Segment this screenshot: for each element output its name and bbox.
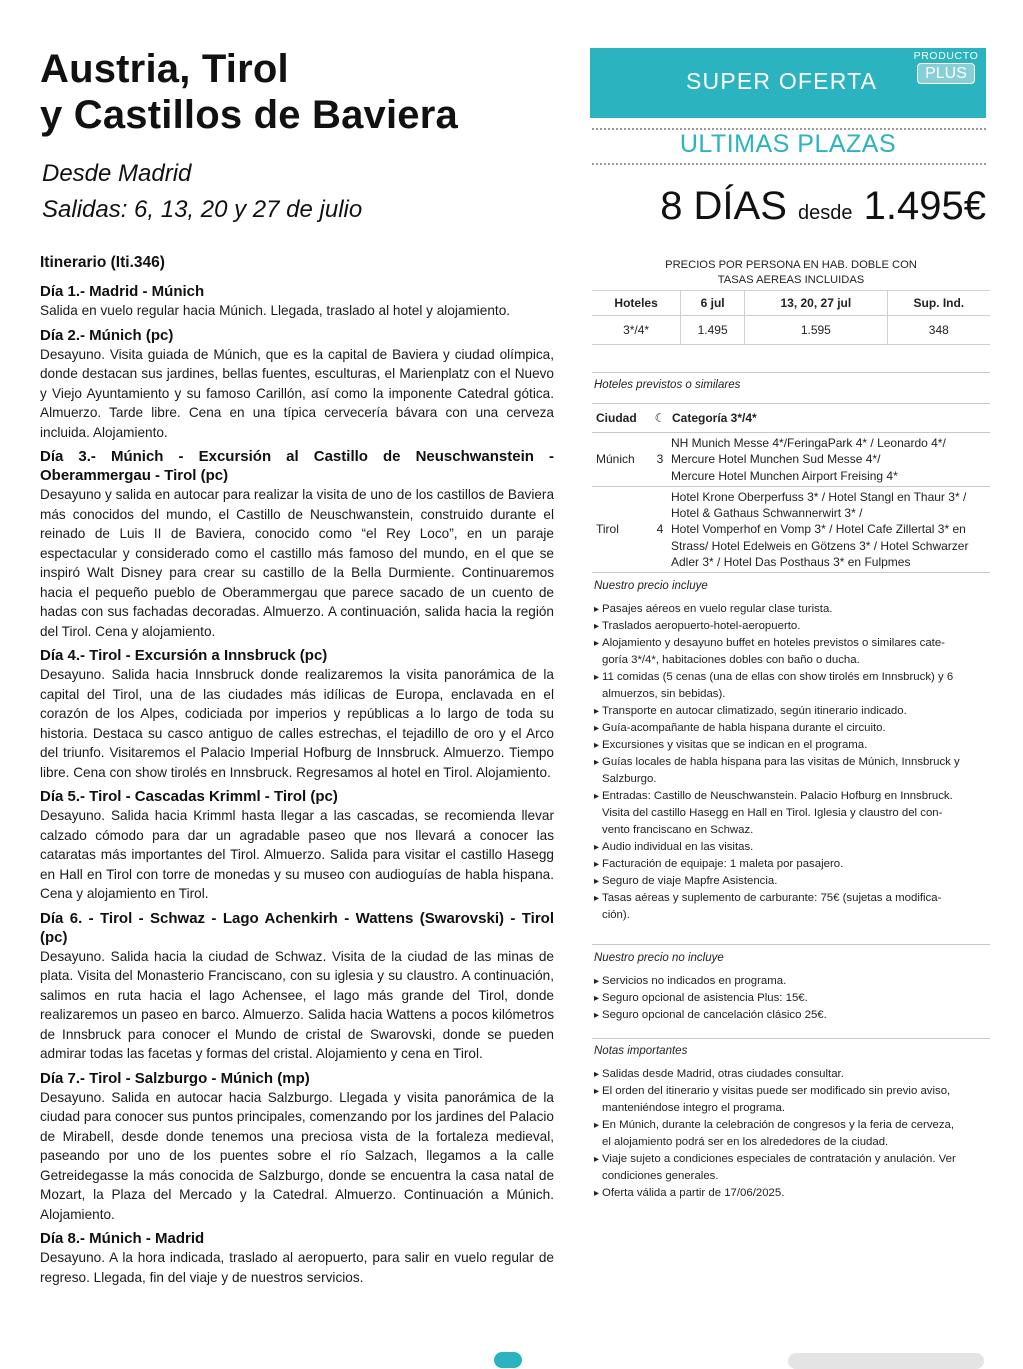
hotel-nights: 4 — [649, 486, 671, 572]
list-item — [594, 669, 990, 703]
hotel-line: Mercure Hotel Munchen Airport Freising 4* — [671, 468, 898, 483]
hotel-line: Mercure Hotel Munchen Sud Messe 4*/ — [671, 452, 881, 467]
list-item-line: ▸ El orden del itinerario y visitas puede ser modificado sin previo aviso, — [602, 1085, 951, 1097]
col-header-category: Categoría 3*/4* — [671, 404, 990, 433]
list-item-line: ▸ Viaje sujeto a condiciones especiales de contratación y anulación. Ver — [602, 1153, 956, 1165]
list-item-line: condiciones generales. — [602, 1170, 719, 1182]
list-item — [594, 703, 990, 720]
list-item-line: ▸ Audio individual en las visitas. — [602, 841, 754, 853]
from-label: desde — [798, 202, 853, 224]
table-cell: 3*/4* — [592, 316, 681, 345]
list-item — [594, 1117, 990, 1151]
list-item-line: ▸ Seguro opcional de cancelación clásico 25€. — [602, 1009, 827, 1021]
list-item — [594, 635, 990, 669]
hotel-list — [671, 433, 990, 487]
list-item-line: ▸ Seguro de viaje Mapfre Asistencia. — [602, 875, 778, 887]
day-title: Día 8.- Múnich - Madrid — [40, 1230, 205, 1247]
list-item — [594, 618, 990, 635]
list-item-line: Visita del castillo Hasegg en Hall en Tirol. Iglesia y claustro del con- — [602, 807, 943, 819]
divider — [592, 944, 990, 945]
day-7 — [40, 1069, 554, 1225]
table-header-row — [592, 291, 990, 316]
badge-top-text: PRODUCTO — [913, 50, 979, 62]
day-text: Desayuno. Salida hacia Innsbruck donde realizaremos la visita panorámica de la capital del Tirol, una de las ciudades más idílicas de Europa, enclavada en el corazón de los Alpes, codiciada por imperios y repúblicas a lo largo de toda su historia. Destaca su casco antiguo de calles estrechas, el tejadillo de oro y el Arco del triunfo. Visitaremos el Palacio Imperial Hofburg de Innsbruck. Almuerzo. Tiempo libre. Cena con show tirolés en Innsbruck. Regresamos al hotel en Tirol. Alojamiento. — [40, 667, 554, 780]
list-item-line: manteniéndose integro el programa. — [602, 1102, 785, 1114]
price-summary — [660, 184, 986, 229]
list-item-line: ▸ Salidas desde Madrid, otras ciudades consultar. — [602, 1068, 844, 1080]
hotels-table — [592, 403, 990, 573]
day-text: Desayuno y salida en autocar para realizar la visita de uno de los castillos de Baviera más conocidos del mundo, el Castillo de Neuschwanstein, construido durante el reinado de Luis II de Baviera, conocido como “el Rey Loco”, en un paraje espectacular y considerado como el castillo más famoso del mundo, en el que se inspiró Walt Disney para crear su castillo de la Bella Durmiente. Continuaremos hacia el pequeño pueblo de Oberammergau que parece sacado de un cuento de hadas con sus fachadas decoradas. Almuerzo. A continuación, salida hacia la región del Tirol. Cena y alojamiento. — [40, 487, 554, 639]
price-caption — [592, 258, 990, 287]
dotted-divider — [592, 163, 986, 165]
list-item-line: ▸ Guía-acompañante de habla hispana durante el circuito. — [602, 722, 886, 734]
list-item-line: ción). — [602, 909, 630, 921]
list-item-line: ▸ Excursiones y visitas que se indican en el programa. — [602, 739, 868, 751]
itinerary-heading: Itinerario (Iti.346) — [40, 254, 165, 271]
list-item — [594, 1007, 990, 1024]
hotel-city: Tirol — [592, 486, 649, 572]
col-header: Hoteles — [592, 291, 681, 316]
price-caption-line-1: PRECIOS POR PERSONA EN HAB. DOBLE CON — [665, 259, 917, 271]
day-title: Día 7.- Tirol - Salzburgo - Múnich (mp) — [40, 1069, 310, 1087]
list-item-line: ▸ Entradas: Castillo de Neuschwanstein. Palacio Hofburg en Innsbruck. — [602, 790, 953, 802]
list-item — [594, 1083, 990, 1117]
price-caption-line-2: TASAS AEREAS INCLUIDAS — [717, 273, 865, 286]
decorative-dot — [494, 1352, 522, 1368]
day-title: Día 3.- Múnich - Excursión al Castillo de Neuschwanstein - Oberammergau - Tirol (pc) — [40, 448, 554, 484]
producto-plus-badge — [912, 50, 980, 84]
hotel-line: Adler 3* / Hotel Das Posthaus 3* en Fulpmes — [671, 555, 911, 570]
list-item-line: ▸ Oferta válida a partir de 17/06/2025. — [602, 1187, 785, 1199]
notes-list — [594, 1066, 990, 1202]
table-cell: 348 — [887, 316, 990, 345]
list-item — [594, 1185, 990, 1202]
excludes-heading: Nuestro precio no incluye — [594, 952, 724, 964]
table-header-row — [592, 404, 990, 433]
list-item-line: el alojamiento podrá ser en los alrededores de la ciudad. — [602, 1136, 889, 1148]
day-title: Día 2.- Múnich (pc) — [40, 326, 174, 344]
page-title — [40, 46, 560, 138]
hotel-city: Múnich — [592, 433, 649, 487]
list-item-line: Salzburgo. — [602, 773, 657, 785]
list-item-line: ▸ Facturación de equipaje: 1 maleta por pasajero. — [602, 858, 844, 870]
col-header: Sup. Ind. — [887, 291, 990, 316]
decorative-pill — [788, 1353, 984, 1369]
table-cell: 1.495 — [681, 316, 745, 345]
hotel-line: Hotel & Gathaus Schwannerwirt 3* / — [671, 506, 863, 521]
hotel-line: Strass/ Hotel Edelweis en Götzens 3* / Hotel Schwarzer — [671, 538, 969, 553]
moon-icon: ☾ — [649, 404, 671, 433]
list-item — [594, 720, 990, 737]
list-item-line: ▸ Tasas aéreas y suplemento de carburante: 75€ (sujetas a modifica- — [602, 892, 942, 904]
list-item-line: almuerzos, sin bebidas). — [602, 688, 726, 700]
list-item-line: ▸ En Múnich, durante la celebración de congresos y la feria de cerveza, — [602, 1119, 955, 1131]
col-header: 13, 20, 27 jul — [745, 291, 888, 316]
list-item — [594, 1066, 990, 1083]
notes-heading: Notas importantes — [594, 1045, 688, 1057]
list-item — [594, 601, 990, 618]
day-title: Día 6. - Tirol - Schwaz - Lago Achenkirh - Wattens (Swarovski) - Tirol (pc) — [40, 909, 554, 946]
day-8 — [40, 1229, 554, 1287]
list-item — [594, 873, 990, 890]
day-4 — [40, 646, 554, 782]
title-line-1: Austria, Tirol — [40, 47, 289, 91]
list-item-line: ▸ Pasajes aéreos en vuelo regular clase turista. — [602, 603, 833, 615]
day-text: Desayuno. A la hora indicada, traslado al aeropuerto, para salir en vuelo regular de regreso. Llegada, fin del viaje y de nuestros servicios. — [40, 1250, 554, 1285]
table-row — [592, 486, 990, 572]
table-row — [592, 433, 990, 487]
day-6 — [40, 909, 554, 1064]
list-item-line: vento franciscano en Schwaz. — [602, 824, 754, 836]
day-text: Salida en vuelo regular hacia Múnich. Llegada, traslado al hotel y alojamiento. — [40, 303, 511, 318]
list-item — [594, 856, 990, 873]
list-item-line: ▸ 11 comidas (5 cenas (una de ellas con show tirolés em Innsbruck) y 6 — [602, 671, 954, 683]
day-text: Desayuno. Visita guiada de Múnich, que es la capital de Baviera y ciudad olímpica, donde destacan sus jardines, bellas fuentes, esculturas, el Marienplatz con el Nuevo y Viejo Ayuntamiento y su famoso Carillón, así como la imponente Catedral gótica. Almuerzo. Tarde libre. Cena en una típica cervecería bávara con una cerveza incluida. Alojamiento. — [40, 346, 554, 440]
list-item — [594, 788, 990, 839]
excludes-list — [594, 973, 990, 1024]
hotel-line: Hotel Vomperhof en Vomp 3* / Hotel Cafe Zillertal 3* en — [671, 522, 966, 537]
hotel-line: Hotel Krone Oberperfuss 3* / Hotel Stangl en Thaur 3* / — [671, 489, 967, 504]
table-row — [592, 316, 990, 345]
list-item-line: ▸ Traslados aeropuerto-hotel-aeropuerto. — [602, 620, 801, 632]
hotel-line: NH Munich Messe 4*/FeringaPark 4* / Leonardo 4*/ — [671, 436, 946, 450]
list-item — [594, 754, 990, 788]
col-header: 6 jul — [681, 291, 745, 316]
day-text: Desayuno. Salida hacia la ciudad de Schwaz. Visita de la ciudad de las minas de plata. Visita del Monasterio Franciscano, con su iglesia y su claustro. A continuación, salimos en ruta hacia el lago Achensee, el lago más grande del Tirol, donde realizaremos un paseo en barco. Almuerzo. Salida hacia Wattens a pocos kilómetros de Innsbruck para conocer el Mundo de cristal de Swarovski, donde se pueden admirar todas las facetas y formas del cristal. Alojamiento y cena en Tirol. — [40, 948, 554, 1061]
list-item — [594, 737, 990, 754]
includes-heading: Nuestro precio incluye — [594, 580, 708, 592]
day-title: Día 5.- Tirol - Cascadas Krimml - Tirol (pc) — [40, 788, 338, 805]
table-cell: 1.595 — [745, 316, 888, 345]
list-item-line: ▸ Transporte en autocar climatizado, según itinerario indicado. — [602, 705, 907, 717]
day-text: Desayuno. Salida en autocar hacia Salzburgo. Llegada y visita panorámica de la ciudad para conocer sus puntos principales, comenzando por los jardines del Palacio de Mirabell, desde donde tenemos una preciosa vista de la fortaleza medieval, paseando por uno de los puentes sobre el río Salzach, llegamos a la calle Getreidegasse la más conocida de Salzburgo, donde se encuentra la casa natal de Mozart, la Plaza del Mercado y la Catedral. Almuerzo. Continuación a Múnich. Alojamiento. — [40, 1089, 554, 1222]
price-value: 1.495€ — [863, 184, 986, 228]
divider — [592, 372, 990, 373]
divider — [592, 1038, 990, 1039]
list-item — [594, 973, 990, 990]
list-item-line: ▸ Servicios no indicados en programa. — [602, 975, 787, 987]
list-item-line: goría 3*/4*, habitaciones dobles con baño o ducha. — [602, 654, 860, 666]
hotel-nights: 3 — [649, 433, 671, 487]
day-1 — [40, 282, 554, 321]
includes-list — [594, 601, 990, 924]
hotels-heading: Hoteles previstos o similares — [594, 379, 741, 391]
title-line-2: y Castillos de Baviera — [40, 93, 458, 137]
day-title: Día 1.- Madrid - Múnich — [40, 283, 205, 300]
list-item — [594, 1151, 990, 1185]
itinerary-days — [40, 282, 554, 1292]
badge-plus-text: PLUS — [917, 63, 975, 84]
list-item-line: ▸ Alojamiento y desayuno buffet en hoteles previstos o similares cate- — [602, 637, 945, 649]
departure-dates: Salidas: 6, 13, 20 y 27 de julio — [42, 196, 363, 223]
duration-days: 8 DÍAS — [660, 184, 787, 228]
day-5 — [40, 787, 554, 904]
col-header-city: Ciudad — [592, 404, 649, 433]
list-item-line: ▸ Guías locales de habla hispana para las visitas de Múnich, Innsbruck y — [602, 756, 960, 768]
list-item — [594, 990, 990, 1007]
day-title: Día 4.- Tirol - Excursión a Innsbruck (pc) — [40, 647, 328, 664]
hotel-list — [671, 486, 990, 572]
super-offer-label: SUPER OFERTA — [686, 68, 878, 94]
day-text: Desayuno. Salida hacia Krimml hasta llegar a las cascadas, se recomienda llevar calzado cómodo para dar un agradable paseo que nos llevará a conocer las cataratas más importantes del Tirol. Almuerzo. Salida para visitar el castillo Hasegg en Hall en Tirol con torre de monedas y su museo con audioguías de habla hispana. Cena y alojamiento en Tirol. — [40, 808, 554, 901]
day-2 — [40, 326, 554, 443]
price-table — [592, 290, 990, 345]
super-offer-banner — [590, 48, 986, 118]
subtitle: Desde Madrid — [42, 160, 192, 187]
last-places-label: ULTIMAS PLAZAS — [679, 130, 897, 158]
day-3 — [40, 447, 554, 641]
list-item — [594, 890, 990, 924]
list-item-line: ▸ Seguro opcional de asistencia Plus: 15€. — [602, 992, 808, 1004]
list-item — [594, 839, 990, 856]
